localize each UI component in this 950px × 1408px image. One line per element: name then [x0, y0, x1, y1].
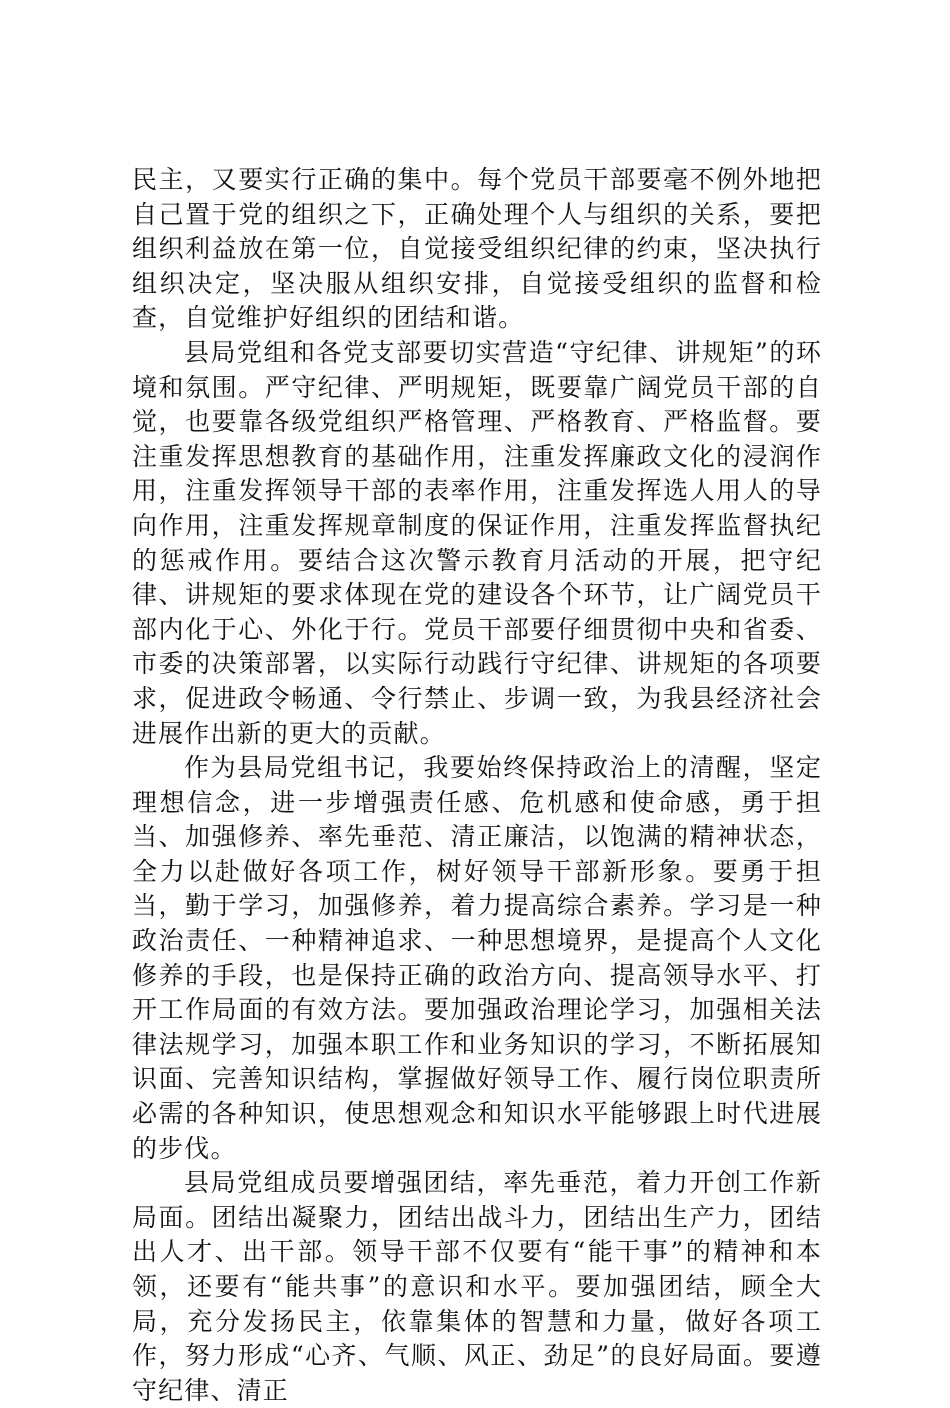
document-page — [132, 163, 822, 1408]
paragraph-1: 民主，又要实行正确的集中。每个党员干部要毫不例外地把自己置于党的组织之下，正确处理个人与组织的关系，要把组织利益放在第一位，自觉接受组织纪律的约束，坚决执行组织决定，坚决服从组织安排，自觉接受组织的监督和检查，自觉维护好组织的团结和谐。 — [132, 165, 822, 333]
paragraph-4: 县局党组成员要增强团结，率先垂范，着力开创工作新局面。团结出凝聚力，团结出战斗力，团结出生产力，团结出人才、出干部。领导干部不仅要有“能干事”的精神和本领，还要有“能共事”的意识和水平。要加强团结，顾全大局，充分发扬民主，依靠集体的智慧和力量，做好各项工作，努力形成“心齐、气顺、风正、劲足”的良好局面。要遵守纪律、清正 — [132, 1168, 822, 1405]
paragraph-3: 作为县局党组书记，我要始终保持政治上的清醒，坚定理想信念，进一步增强责任感、危机感和使命感，勇于担当、加强修养、率先垂范、清正廉洁，以饱满的精神状态，全力以赴做好各项工作，树好领导干部新形象。要勇于担当，勤于学习，加强修养，着力提高综合素养。学习是一种政治责任、一种精神追求、一种思想境界，是提高个人文化修养的手段，也是保持正确的政治方向、提高领导水平、打开工作局面的有效方法。要加强政治理论学习，加强相关法律法规学习，加强本职工作和业务知识的学习，不断拓展知识面、完善知识结构，掌握做好领导工作、履行岗位职责所必需的各种知识，使思想观念和知识水平能够跟上时代进展的步伐。 — [132, 753, 822, 1163]
paragraph-2: 县局党组和各党支部要切实营造“守纪律、讲规矩”的环境和氛围。严守纪律、严明规矩，既要靠广阔党员干部的自觉，也要靠各级党组织严格管理、严格教育、严格监督。要注重发挥思想教育的基础作用，注重发挥廉政文化的浸润作用，注重发挥领导干部的表率作用，注重发挥选人用人的导向作用，注重发挥规章制度的保证作用，注重发挥监督执纪的惩戒作用。要结合这次警示教育月活动的开展，把守纪律、讲规矩的要求体现在党的建设各个环节，让广阔党员干部内化于心、外化于行。党员干部要仔细贯彻中央和省委、市委的决策部署，以实际行动践行守纪律、讲规矩的各项要求，促进政令畅通、令行禁止、步调一致，为我县经济社会进展作出新的更大的贡献。 — [132, 337, 822, 748]
